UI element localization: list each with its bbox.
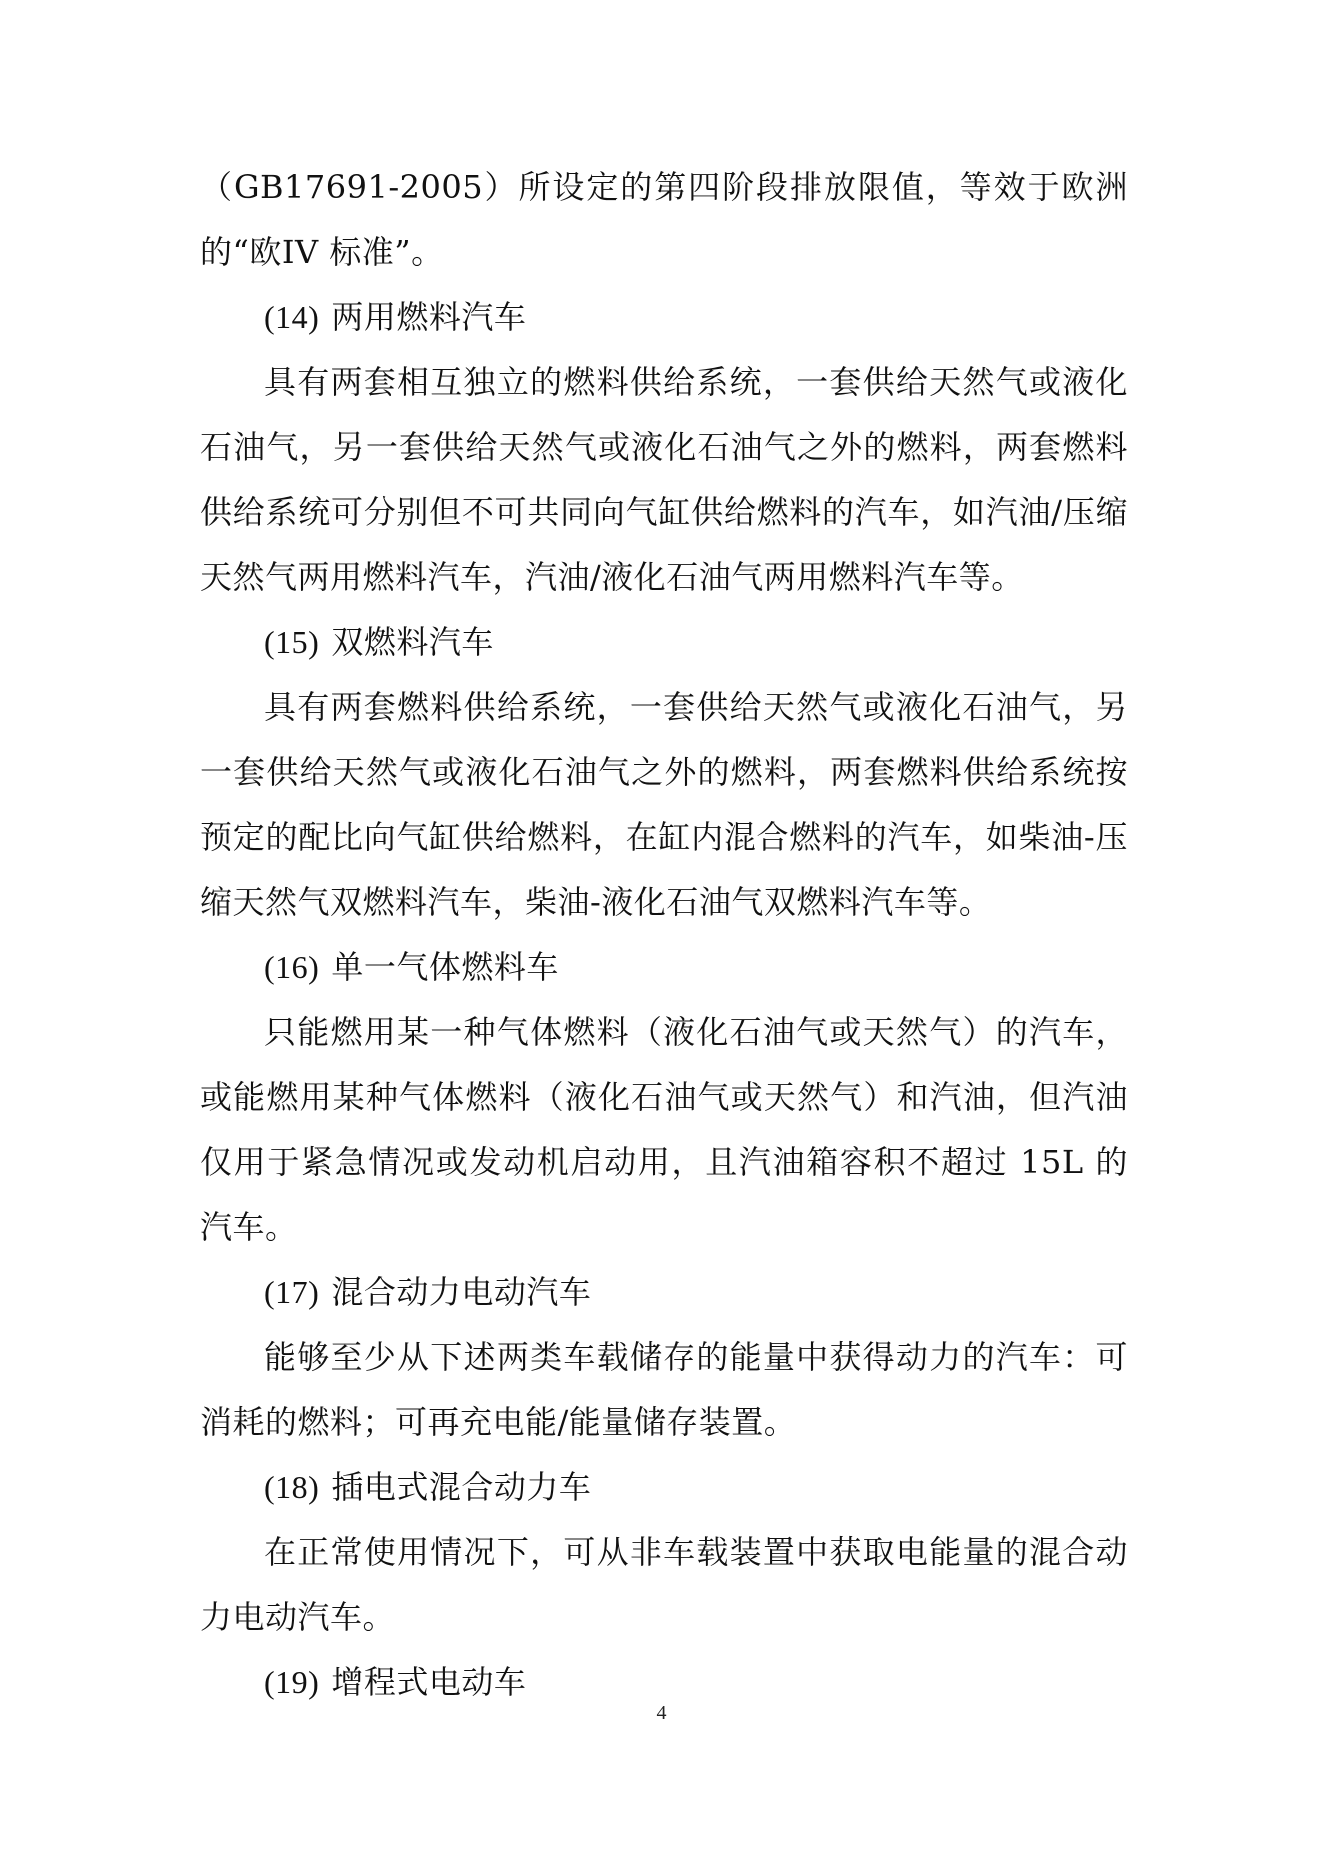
- section-text-14: 具有两套相互独立的燃料供给系统，一套供给天然气或液化石油气，另一套供给天然气或液化石油气之外的燃料，两套燃料供给系统可分别但不可共同向气缸供给燃料的汽车，如汽油/压缩天然气两用燃料汽车，汽油/液化石油气两用燃料汽车等。: [200, 363, 1128, 596]
- section-heading-15: [200, 610, 1128, 675]
- section-heading-18: [200, 1455, 1128, 1520]
- section-number: (18): [264, 1469, 320, 1505]
- section-title: 混合动力电动汽车: [331, 1273, 592, 1311]
- section-title: 双燃料汽车: [331, 623, 494, 661]
- section-number: (15): [264, 624, 320, 660]
- section-text-17: 能够至少从下述两类车载储存的能量中获得动力的汽车：可消耗的燃料；可再充电能/能量储存装置。: [200, 1338, 1128, 1441]
- section-heading-14: [200, 285, 1128, 350]
- page-number: 4: [656, 1702, 667, 1724]
- section-title: 两用燃料汽车: [331, 298, 527, 336]
- section-title: 增程式电动车: [331, 1663, 527, 1701]
- section-title: 单一气体燃料车: [331, 948, 559, 986]
- section-number: (14): [264, 299, 320, 335]
- section-heading-17: [200, 1260, 1128, 1325]
- section-text-16: 只能燃用某一种气体燃料（液化石油气或天然气）的汽车，或能燃用某种气体燃料（液化石油气或天然气）和汽油，但汽油仅用于紧急情况或发动机启动用，且汽油箱容积不超过 15L 的汽车。: [200, 1013, 1128, 1246]
- section-number: (19): [264, 1664, 320, 1700]
- section-number: (17): [264, 1274, 320, 1310]
- section-text-15: 具有两套燃料供给系统，一套供给天然气或液化石油气，另一套供给天然气或液化石油气之外的燃料，两套燃料供给系统按预定的配比向气缸供给燃料，在缸内混合燃料的汽车，如柴油-压缩天然气双燃料汽车，柴油-液化石油气双燃料汽车等。: [200, 688, 1128, 921]
- section-text-18: 在正常使用情况下，可从非车载装置中获取电能量的混合动力电动汽车。: [200, 1533, 1128, 1636]
- intro-paragraph: （GB17691-2005）所设定的第四阶段排放限值，等效于欧洲的“欧IV 标准”。: [200, 168, 1128, 271]
- page-body: [200, 155, 1128, 1715]
- section-title: 插电式混合动力车: [331, 1468, 592, 1506]
- section-heading-16: [200, 935, 1128, 1000]
- section-number: (16): [264, 949, 320, 985]
